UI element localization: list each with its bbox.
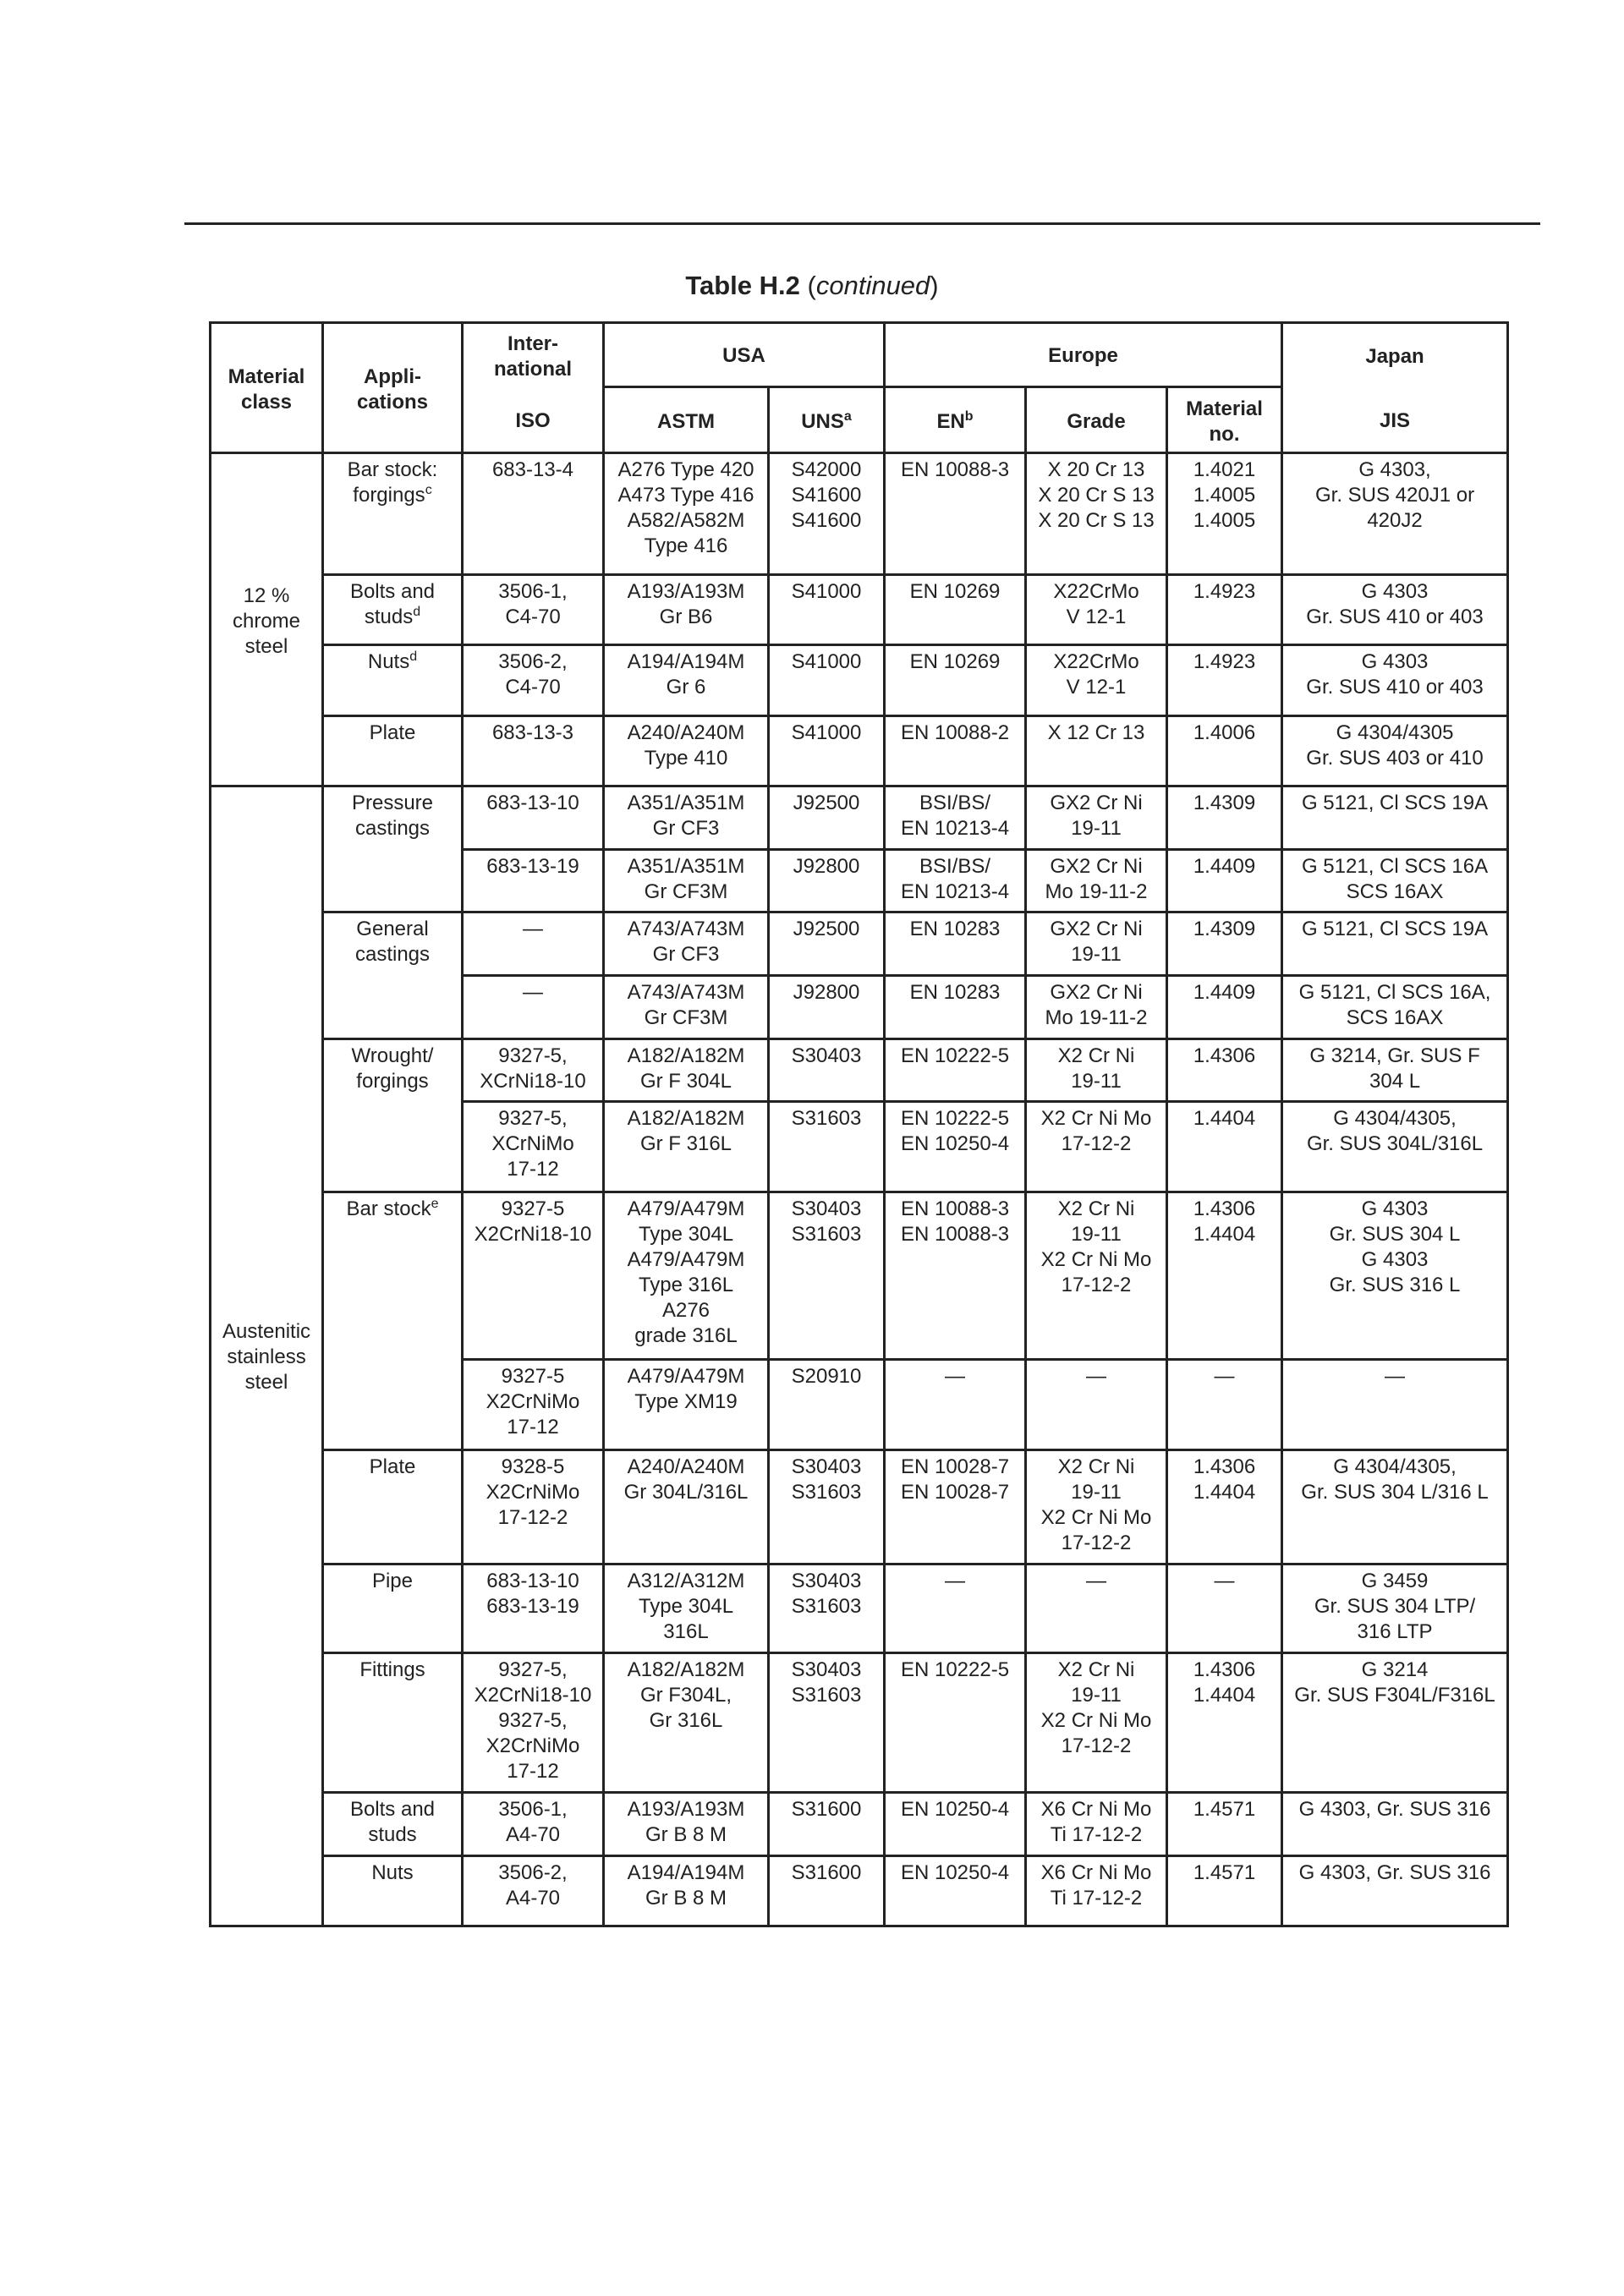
header-jis: JIS [1282,386,1508,453]
cell-en: BSI/BS/ EN 10213-4 [885,786,1026,849]
cell-uns: J92800 [769,849,885,912]
footnote-marker: d [409,649,418,665]
application-label: Fittings [323,1652,463,1792]
cell-jis: G 4303 Gr. SUS 410 or 403 [1282,645,1508,716]
cell-en: EN 10269 [885,574,1026,645]
cell-jis: G 4303 Gr. SUS 304 L G 4303 Gr. SUS 316 L [1282,1192,1508,1360]
cell-uns: J92500 [769,912,885,976]
application-label: Pressure castings [323,786,463,912]
cell-material-no: 1.4409 [1167,975,1282,1038]
cell-grade: GX2 Cr Ni 19-11 [1026,786,1167,849]
header-uns-text: UNS [801,409,844,433]
application-cell [323,574,463,645]
application-label: Bar stock [346,1197,431,1221]
cell-astm: A312/A312M Type 304L 316L [604,1564,769,1653]
cell-jis: G 4303 Gr. SUS 410 or 403 [1282,574,1508,645]
cell-iso: 3506-1, C4-70 [463,574,604,645]
cell-astm: A743/A743M Gr CF3 [604,912,769,976]
cell-iso: 683-13-19 [463,849,604,912]
cell-grade: — [1026,1359,1167,1449]
table-row [211,453,1508,574]
cell-astm: A193/A193M Gr B 8 M [604,1793,769,1856]
cell-iso: 9328-5 X2CrNiMo 17-12-2 [463,1449,604,1564]
cell-grade: X2 Cr Ni 19-11 X2 Cr Ni Mo 17-12-2 [1026,1652,1167,1792]
cell-iso: 683-13-10 683-13-19 [463,1564,604,1653]
cell-en: — [885,1564,1026,1653]
cell-en: EN 10269 [885,645,1026,716]
cell-iso: 9327-5, X2CrNi18-10 9327-5, X2CrNiMo 17-12 [463,1652,604,1792]
cell-material-no: 1.4309 [1167,912,1282,976]
cell-material-no: — [1167,1359,1282,1449]
table-row [211,786,1508,849]
application-label: Wrought/ forgings [323,1038,463,1192]
cell-astm: A479/A479M Type XM19 [604,1359,769,1449]
cell-en: EN 10088-3 [885,453,1026,574]
cell-uns: S42000 S41600 S41600 [769,453,885,574]
cell-uns: S20910 [769,1359,885,1449]
application-cell [323,453,463,574]
header-material-no: Material no. [1167,386,1282,453]
cell-jis: G 5121, Cl SCS 19A [1282,912,1508,976]
header-japan: Japan [1282,323,1508,387]
cell-jis: G 4304/4305, Gr. SUS 304L/316L [1282,1102,1508,1192]
cell-en: — [885,1359,1026,1449]
cell-en: EN 10088-3 EN 10088-3 [885,1192,1026,1360]
cell-en: EN 10088-2 [885,716,1026,786]
cell-material-no: 1.4409 [1167,849,1282,912]
application-label: Bar stock: forgings [347,458,438,507]
cell-iso: 3506-2, C4-70 [463,645,604,716]
cell-en: EN 10250-4 [885,1856,1026,1926]
cell-jis: G 4303, Gr. SUS 316 [1282,1793,1508,1856]
caption-continued: continued [815,271,930,300]
cell-en: BSI/BS/ EN 10213-4 [885,849,1026,912]
cell-astm: A276 Type 420 A473 Type 416 A582/A582M Type 416 [604,453,769,574]
cell-astm: A182/A182M Gr F304L, Gr 316L [604,1652,769,1792]
cell-iso: 683-13-4 [463,453,604,574]
cell-grade: X2 Cr Ni 19-11 X2 Cr Ni Mo 17-12-2 [1026,1449,1167,1564]
cell-jis: G 5121, Cl SCS 16A, SCS 16AX [1282,975,1508,1038]
cell-uns: J92500 [769,786,885,849]
header-grade: Grade [1026,386,1167,453]
cell-grade: X2 Cr Ni 19-11 [1026,1038,1167,1102]
cell-grade: X2 Cr Ni Mo 17-12-2 [1026,1102,1167,1192]
material-class-austenitic: Austenitic stainless steel [211,786,323,1926]
cell-jis: G 5121, Cl SCS 19A [1282,786,1508,849]
cell-iso: 9327-5, XCrNiMo 17-12 [463,1102,604,1192]
header-applications: Appli- cations [323,323,463,453]
application-label: Nuts [323,1856,463,1926]
cell-en: EN 10283 [885,975,1026,1038]
footnote-marker: e [431,1197,439,1212]
cell-material-no: 1.4923 [1167,645,1282,716]
table-row [211,1449,1508,1564]
cell-en: EN 10250-4 [885,1793,1026,1856]
application-label: Pipe [323,1564,463,1653]
cell-grade: X22CrMo V 12-1 [1026,645,1167,716]
table-row [211,1038,1508,1102]
cell-grade: X6 Cr Ni Mo Ti 17-12-2 [1026,1793,1167,1856]
application-label: Plate [323,716,463,786]
cell-material-no: 1.4571 [1167,1856,1282,1926]
cell-astm: A743/A743M Gr CF3M [604,975,769,1038]
header-en-text: EN [936,409,965,433]
cell-uns: S41000 [769,716,885,786]
table-row [211,716,1508,786]
cell-grade: GX2 Cr Ni 19-11 [1026,912,1167,976]
cell-uns: S31603 [769,1102,885,1192]
cell-uns: S30403 [769,1038,885,1102]
header-uns [769,386,885,453]
cell-en: EN 10222-5 [885,1038,1026,1102]
cell-material-no: 1.4309 [1167,786,1282,849]
cell-en: EN 10222-5 EN 10250-4 [885,1102,1026,1192]
cell-jis: G 4303, Gr. SUS 420J1 or 420J2 [1282,453,1508,574]
table-row [211,574,1508,645]
cell-iso: 3506-1, A4-70 [463,1793,604,1856]
cell-grade: — [1026,1564,1167,1653]
cell-grade: X6 Cr Ni Mo Ti 17-12-2 [1026,1856,1167,1926]
cell-uns: J92800 [769,975,885,1038]
header-international: Inter- national [463,323,604,387]
cell-jis: G 4304/4305, Gr. SUS 304 L/316 L [1282,1449,1508,1564]
cell-en: EN 10222-5 [885,1652,1026,1792]
cell-uns: S31600 [769,1793,885,1856]
cell-astm: A351/A351M Gr CF3M [604,849,769,912]
cell-astm: A182/A182M Gr F 304L [604,1038,769,1102]
application-label: Plate [323,1449,463,1564]
header-iso: ISO [463,386,604,453]
header-uns-footnote: a [843,408,852,424]
footnote-marker: d [413,604,421,619]
cell-material-no: 1.4021 1.4005 1.4005 [1167,453,1282,574]
application-label: Bolts and studs [323,1793,463,1856]
cell-material-no: 1.4306 1.4404 [1167,1192,1282,1360]
table-caption: Table H.2 (continued) [685,271,939,300]
cell-material-no: — [1167,1564,1282,1653]
cell-jis: G 3214, Gr. SUS F 304 L [1282,1038,1508,1102]
cell-material-no: 1.4923 [1167,574,1282,645]
table-row [211,912,1508,976]
cell-iso: — [463,975,604,1038]
table-row [211,1564,1508,1653]
cell-iso: 9327-5, XCrNi18-10 [463,1038,604,1102]
cell-uns: S30403 S31603 [769,1192,885,1360]
cell-astm: A194/A194M Gr B 8 M [604,1856,769,1926]
cell-grade: X22CrMo V 12-1 [1026,574,1167,645]
cell-iso: 683-13-10 [463,786,604,849]
cell-uns: S41000 [769,645,885,716]
materials-table [209,321,1509,1927]
header-en-footnote: b [964,408,974,424]
cell-astm: A479/A479M Type 304L A479/A479M Type 316L A276 grade 316L [604,1192,769,1360]
header-en [885,386,1026,453]
cell-jis: G 4303, Gr. SUS 316 [1282,1856,1508,1926]
footnote-marker: c [425,483,432,498]
cell-iso: 9327-5 X2CrNi18-10 [463,1192,604,1360]
cell-jis: G 5121, Cl SCS 16A SCS 16AX [1282,849,1508,912]
cell-grade: GX2 Cr Ni Mo 19-11-2 [1026,849,1167,912]
cell-uns: S30403 S31603 [769,1449,885,1564]
cell-jis: — [1282,1359,1508,1449]
application-label: Nuts [367,650,410,674]
cell-astm: A240/A240M Gr 304L/316L [604,1449,769,1564]
cell-material-no: 1.4571 [1167,1793,1282,1856]
cell-astm: A240/A240M Type 410 [604,716,769,786]
header-usa: USA [604,323,885,387]
cell-uns: S41000 [769,574,885,645]
cell-material-no: 1.4006 [1167,716,1282,786]
table-row [211,1793,1508,1856]
header-material-class: Material class [211,323,323,453]
cell-en: EN 10283 [885,912,1026,976]
cell-material-no: 1.4306 [1167,1038,1282,1102]
cell-jis: G 3214 Gr. SUS F304L/F316L [1282,1652,1508,1792]
table-row [211,1856,1508,1926]
application-label: General castings [323,912,463,1038]
cell-iso: 9327-5 X2CrNiMo 17-12 [463,1359,604,1449]
cell-material-no: 1.4404 [1167,1102,1282,1192]
material-class-chrome: 12 % chrome steel [211,453,323,786]
cell-grade: GX2 Cr Ni Mo 19-11-2 [1026,975,1167,1038]
cell-uns: S30403 S31603 [769,1652,885,1792]
cell-grade: X2 Cr Ni 19-11 X2 Cr Ni Mo 17-12-2 [1026,1192,1167,1360]
application-cell [323,1192,463,1450]
cell-uns: S31600 [769,1856,885,1926]
cell-astm: A182/A182M Gr F 316L [604,1102,769,1192]
cell-jis: G 4304/4305 Gr. SUS 403 or 410 [1282,716,1508,786]
cell-jis: G 3459 Gr. SUS 304 LTP/ 316 LTP [1282,1564,1508,1653]
header-europe: Europe [885,323,1282,387]
application-cell [323,645,463,716]
cell-iso: 3506-2, A4-70 [463,1856,604,1926]
cell-en: EN 10028-7 EN 10028-7 [885,1449,1026,1564]
cell-grade: X 12 Cr 13 [1026,716,1167,786]
caption-label: Table H.2 [685,271,800,300]
table-row [211,1652,1508,1792]
cell-astm: A193/A193M Gr B6 [604,574,769,645]
cell-grade: X 20 Cr 13 X 20 Cr S 13 X 20 Cr S 13 [1026,453,1167,574]
cell-iso: 683-13-3 [463,716,604,786]
cell-astm: A194/A194M Gr 6 [604,645,769,716]
cell-material-no: 1.4306 1.4404 [1167,1652,1282,1792]
application-label: Bolts and studs [349,579,436,628]
cell-astm: A351/A351M Gr CF3 [604,786,769,849]
cell-uns: S30403 S31603 [769,1564,885,1653]
header-row-1 [211,323,1508,387]
header-astm: ASTM [604,386,769,453]
cell-material-no: 1.4306 1.4404 [1167,1449,1282,1564]
top-rule [184,222,1540,225]
table-row [211,645,1508,716]
cell-iso: — [463,912,604,976]
table-row [211,1192,1508,1360]
